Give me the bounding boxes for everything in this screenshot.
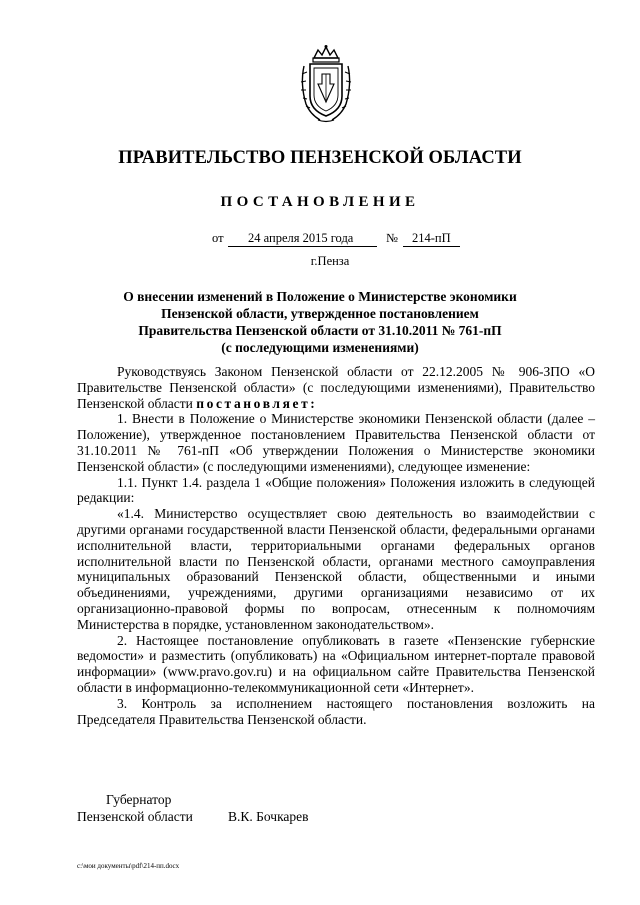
- paragraph-item-2: 2. Настоящее постановление опубликовать в газете «Пензенские губернские ведомости» и разместить (опубликовать) на «Официальном интернет-портале правовой информации» (www.pravo.gov.ru) и на официальном сайте Правительства Пензенской области в информационно-телекоммуникационной сети «Интернет».: [77, 632, 595, 695]
- subject-line: Пензенской области, утвержденное постановлением: [161, 306, 479, 321]
- paragraph-item-1: 1. Внести в Положение о Министерстве экономики Пензенской области (далее – Положение), утвержденное постановлением Правительства Пензенской области от 31.10.2011 № 761-пП «Об утверждении Положения о Министерстве экономики Пензенской области» (с последующими изменениями), следующее изменение:: [77, 411, 595, 474]
- number-prefix: №: [386, 231, 398, 245]
- subject-line: (с последующими изменениями): [221, 340, 419, 355]
- signatory-title-line2: Пензенской области: [77, 809, 193, 824]
- document-subject: [0, 288, 640, 356]
- file-path-footer: c:\мои документы\pdf\214-пп.docx: [77, 862, 180, 870]
- decree-keyword: постановляет:: [196, 395, 318, 411]
- org-title: ПРАВИТЕЛЬСТВО ПЕНЗЕНСКОЙ ОБЛАСТИ: [118, 148, 522, 168]
- city: г.Пенза: [310, 254, 350, 268]
- signatory-title-line1: Губернатор: [106, 792, 172, 807]
- number-value: 214-пП: [412, 231, 451, 245]
- date-prefix: от: [212, 231, 224, 245]
- paragraph-preamble: [77, 364, 595, 411]
- date-value: 24 апреля 2015 года: [248, 231, 354, 245]
- coat-of-arms-icon: [296, 44, 356, 124]
- signatory-name: В.К. Бочкарев: [228, 809, 309, 824]
- paragraph-item-1-1: 1.1. Пункт 1.4. раздела 1 «Общие положения» Положения изложить в следующей редакции:: [77, 474, 595, 506]
- subject-line: О внесении изменений в Положение о Министерстве экономики: [123, 289, 517, 304]
- date-underline: [228, 246, 377, 247]
- number-underline: [403, 246, 460, 247]
- subject-line: Правительства Пензенской области от 31.10.2011 № 761-пП: [138, 323, 502, 338]
- preamble-text: Руководствуясь Законом Пензенской области от 22.12.2005 № 906-ЗПО «О Правительстве Пензенской области» (с последующими изменениями), Правительство Пензенской области: [77, 364, 595, 411]
- document-body: [77, 364, 595, 727]
- paragraph-quote: «1.4. Министерство осуществляет свою деятельность во взаимодействии с другими органами государственной власти Пензенской области, федеральными органами исполнительной власти, территориальными органами федеральных органов исполнительной власти по Пензенской области, органами местного самоуправления муниципальных образований Пензенской области, общественными и иными объединениями, учреждениями, другими организациями независимо от их организационно-правовой формы по вопросам, отнесенным к полномочиям Министерства в порядке, установленном законодательством».: [77, 506, 595, 632]
- paragraph-item-3: 3. Контроль за исполнением настоящего постановления возложить на Председателя Правительства Пензенской области.: [77, 695, 595, 727]
- document-type: ПОСТАНОВЛЕНИЕ: [220, 194, 420, 210]
